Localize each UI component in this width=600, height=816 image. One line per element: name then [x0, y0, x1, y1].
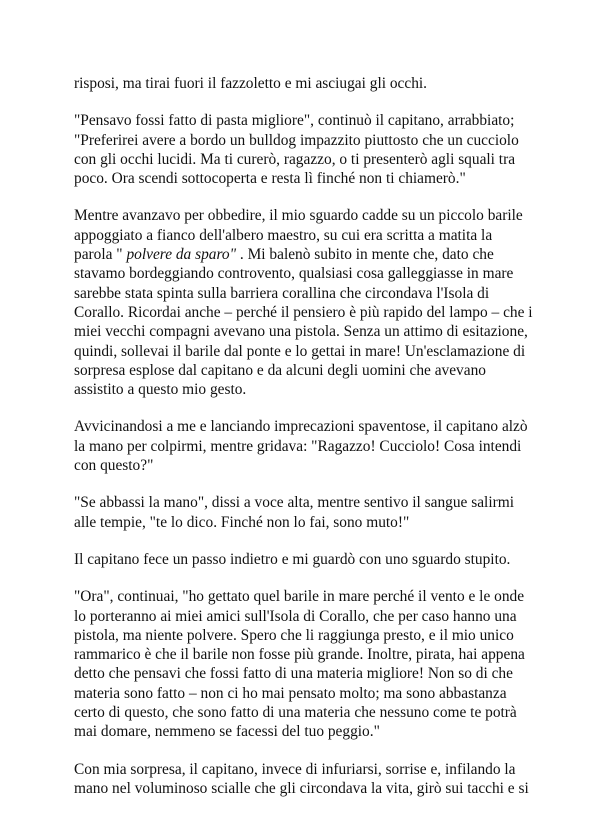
paragraph-4: Avvicinandosi a me e lanciando imprecazioni spaventose, il capitano alzò la mano per colpirmi, mentre gridava: "Ragazzo! Cucciolo! Cosa intendi con questo?" — [74, 418, 528, 475]
paragraph-1: risposi, ma tirai fuori il fazzoletto e mi asciugai gli occhi. — [74, 75, 428, 92]
paragraph-8: Con mia sorpresa, il capitano, invece di infuriarsi, sorrise e, infilando la mano nel voluminoso scialle che gli circondava la vita, girò sui tacchi e si — [74, 760, 529, 797]
paragraph-3-part-2: . Mi balenò subito in mente che, dato che stavamo bordeggiando controvento, qualsiasi cosa galleggiasse in mare sarebbe stata spinta sulla barriera corallina che circondava l'Isola di Corallo. Ricordai anche – perché il pensiero è più rapido del lampo – che i miei vecchi compagni avevano una pistola. Senza un attimo di esitazione, quindi, sollevai il barile dal ponte e lo gettai in mare! Un'esclamazione di sorpresa esplose dal capitano e da alcuni degli uomini che avevano assistito a questo mio gesto. — [74, 246, 533, 399]
paragraph-7: "Ora", continuai, "ho gettato quel barile in mare perché il vento e le onde lo porteranno ai miei amici sull'Isola di Corallo, che per caso hanno una pistola, ma niente polvere. Spero che li raggiunga presto, e il mio unico rammarico è che il barile non fosse più grande. Inoltre, pirata, hai appena detto che pensavi che fossi fatto di una materia migliore! Non so di che materia sono fatto – non ci ho mai pensato molto; ma sono abbastanza certo di questo, che sono fatto di una materia che nessuno come te potrà mai domare, nemmeno se facessi del tuo peggio." — [74, 588, 525, 741]
paragraph-5: "Se abbassi la mano", dissi a voce alta, mentre sentivo il sangue salirmi alle tempie, "te lo dico. Finché non lo fai, sono muto!" — [74, 494, 514, 531]
paragraph-6: Il capitano fece un passo indietro e mi guardò con uno sguardo stupito. — [74, 550, 511, 568]
document-page — [74, 74, 534, 816]
paragraph-2: "Pensavo fossi fatto di pasta migliore", continuò il capitano, arrabbiato; "Preferirei avere a bordo un bulldog impazzito piuttosto che un cucciolo con gli occhi lucidi. Ma ti curerò, ragazzo, o ti presenterò agli squali tra poco. Ora scendi sottocoperta e resta lì finché non ti chiamerò." — [74, 112, 519, 188]
paragraph-3-part-1: Mentre avanzavo per obbedire, il mio sguardo cadde su un piccolo barile appoggiato a fianco dell'albero maestro, su cui era scritta a matita la parola " — [74, 207, 523, 264]
paragraph-3 — [74, 206, 534, 399]
paragraph-3-emphasis: polvere da sparo" — [122, 246, 240, 264]
